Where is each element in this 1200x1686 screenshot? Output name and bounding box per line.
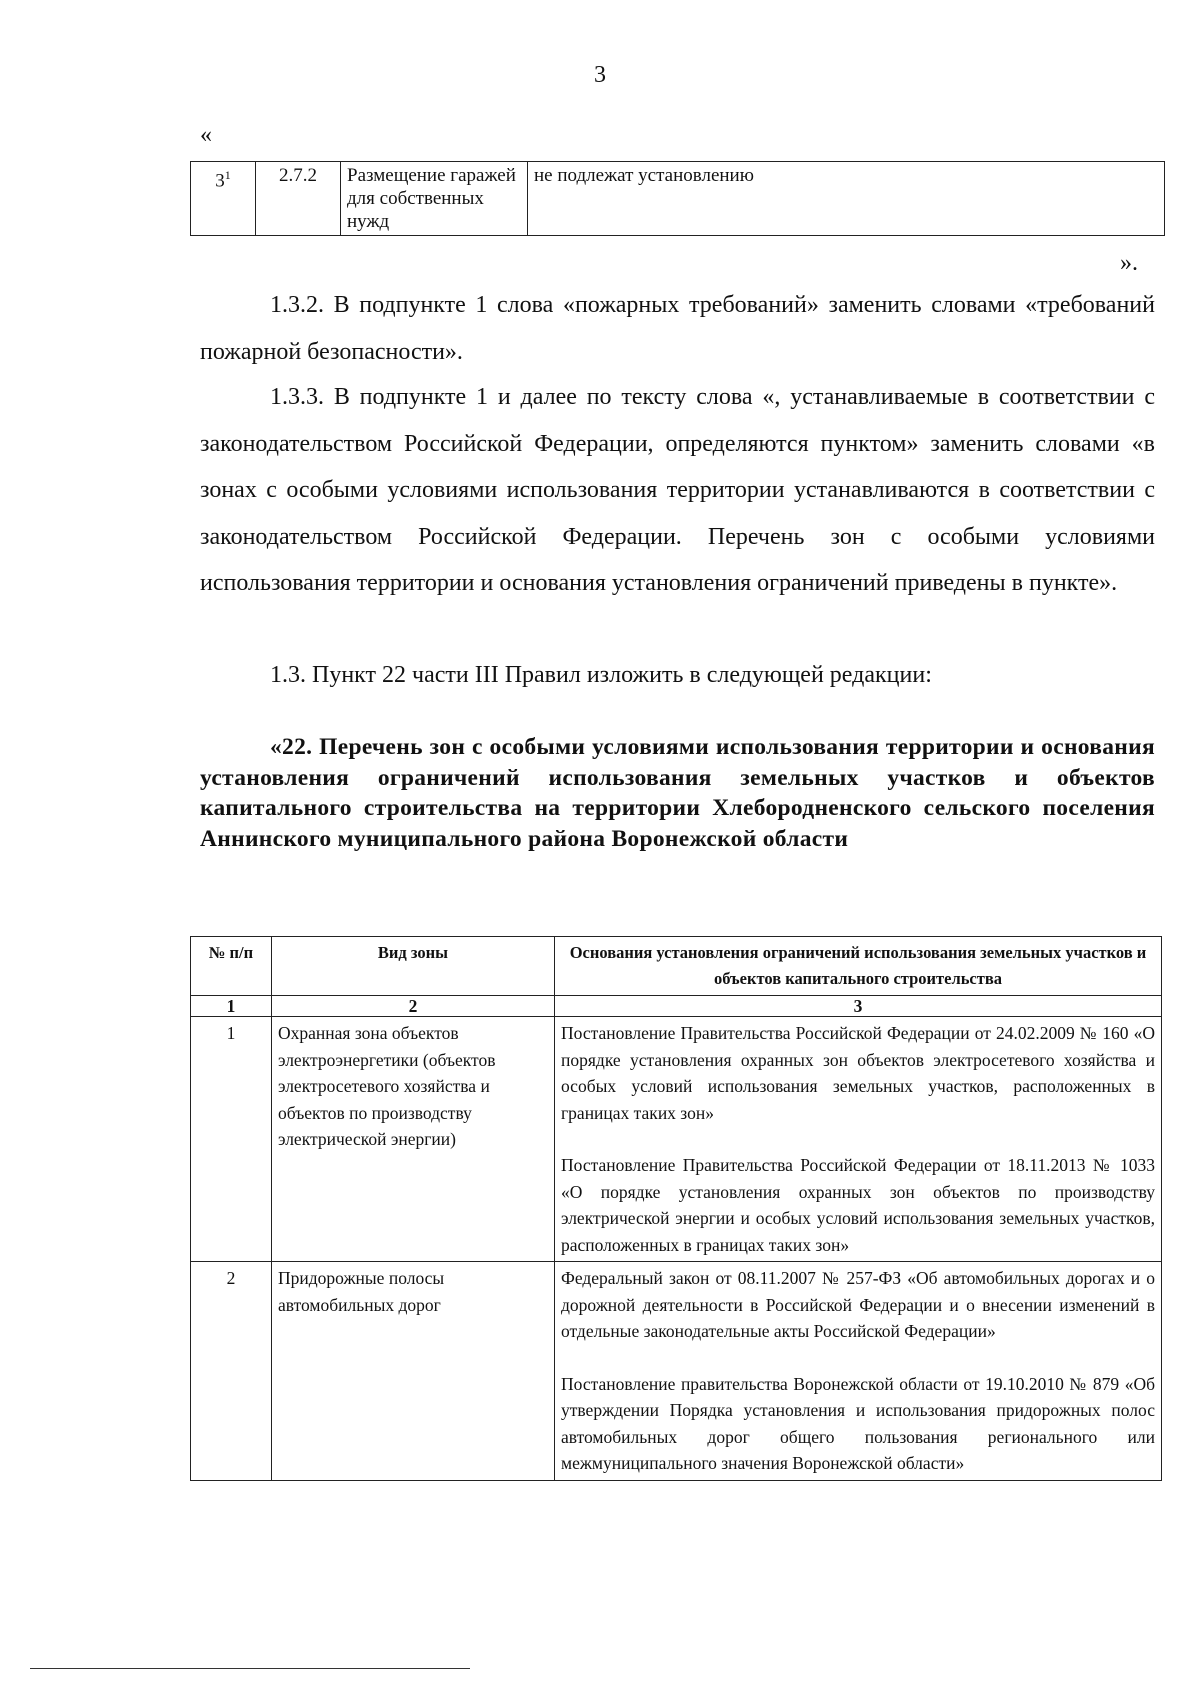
code-cell: 2.7.2 [256, 162, 341, 236]
table-row [191, 162, 1165, 236]
basis-document: Постановление Правительства Российской Федерации от 24.02.2009 № 160 «О порядке установления охранных зон объектов электросетевого хозяйства и особых условий использования земельных участков, расположенных в границах таких зон» [561, 1023, 1155, 1123]
row-number: 1 [191, 1017, 272, 1262]
row-number-superscript: 1 [224, 168, 231, 182]
garage-table [190, 161, 1165, 236]
column-index: 3 [555, 996, 1162, 1017]
header-zone-type: Вид зоны [272, 937, 555, 996]
value-cell: не подлежат установлению [528, 162, 1165, 236]
opening-quote-mark: « [200, 122, 212, 148]
column-index: 2 [272, 996, 555, 1017]
table-row [191, 1262, 1162, 1481]
basis-document: Постановление Правительства Российской Федерации от 18.11.2013 № 1033 «О порядке установления охранных зон объектов по производству электрической энергии и особых условий использования земельных участков, расположенных в границах таких зон» [561, 1155, 1155, 1255]
header-number: № п/п [191, 937, 272, 996]
use-name-cell: Размещение гаражей для собственных нужд [341, 162, 528, 236]
basis-document: Постановление правительства Воронежской области от 19.10.2010 № 879 «Об утверждении Порядка установления и использования придорожных полос автомобильных дорог общего пользования регионального или межмуниципального значения Воронежской области» [561, 1373, 1155, 1473]
paragraph-1-3-3: 1.3.3. В подпункте 1 и далее по тексту слова «, устанавливаемые в соответствии с законодательством Российской Федерации, определяются пунктом» заменить словами «в зонах с особыми условиями использования территории устанавливаются в соответствии с законодательством Российской Федерации. Перечень зон с особыми условиями использования территории и основания установления ограничений приведены в пункте». [200, 384, 1155, 596]
zone-type: Придорожные полосы автомобильных дорог [272, 1262, 555, 1481]
header-basis: Основания установления ограничений использования земельных участков и объектов капитального строительства [555, 937, 1162, 996]
zones-table [190, 936, 1162, 1481]
column-index-row [191, 996, 1162, 1017]
basis-cell [555, 1262, 1162, 1481]
basis-cell [555, 1017, 1162, 1262]
row-number: 2 [191, 1262, 272, 1481]
section-heading: «22. Перечень зон с особыми условиями использования территории и основания установления ограничений использования земельных участков и объектов капитального строительства на территории Хлебородненского сельского поселения Аннинского муниципального района Воронежской области [200, 734, 1155, 852]
basis-document: Федеральный закон от 08.11.2007 № 257-ФЗ «Об автомобильных дорогах и о дорожной деятельности в Российской Федерации и о внесении изменений в отдельные законодательные акты Российской Федерации» [561, 1268, 1155, 1341]
bottom-divider [30, 1668, 470, 1669]
paragraph-1-3: 1.3. Пункт 22 части III Правил изложить в следующей редакции: [270, 662, 932, 688]
header-row [191, 937, 1162, 996]
row-number-cell [191, 162, 256, 236]
closing-quote-mark: ». [1120, 250, 1138, 276]
paragraph-1-3-2: 1.3.2. В подпункте 1 слова «пожарных требований» заменить словами «требований пожарной безопасности». [200, 292, 1155, 365]
zone-type: Охранная зона объектов электроэнергетики (объектов электросетевого хозяйства и объектов по производству электрической энергии) [272, 1017, 555, 1262]
column-index: 1 [191, 996, 272, 1017]
table-row [191, 1017, 1162, 1262]
row-number: 3 [215, 170, 225, 192]
page-number: 3 [594, 62, 606, 88]
